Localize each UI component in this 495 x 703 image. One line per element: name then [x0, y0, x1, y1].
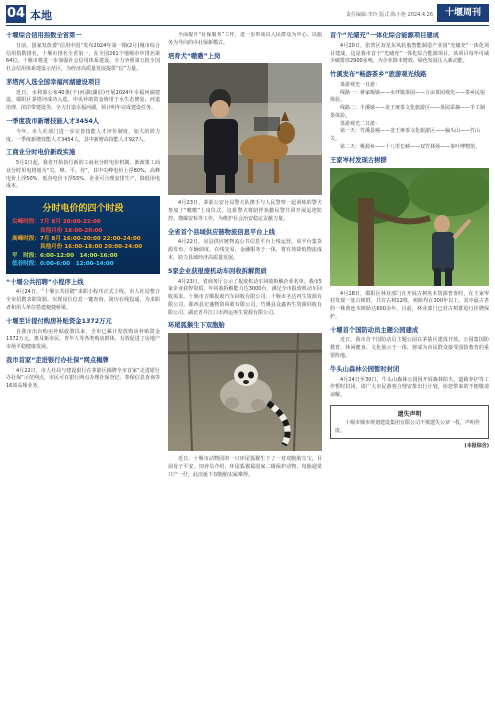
sharp-peak-row: 尖峰时段：7月 8月 20:00-22:00	[12, 219, 101, 226]
article-housing	[6, 318, 160, 352]
infographic-title: 分时电价的四个时段	[42, 204, 124, 215]
article-credit-index	[6, 32, 160, 74]
article-headline: 环尾狐猴生下双胞胎	[168, 322, 225, 330]
route-line: 线路一：蒋家堰镇——水坪镇茶园——万亩茶园观光——茶乡民宿体验。	[330, 89, 486, 104]
article-headline: 一季度我市新增技能人才3454人	[6, 117, 100, 125]
notice-title: 遗失声明	[397, 410, 422, 418]
article-body: 4月22日，市人社局与建设银行在茅箭区揭牌全市首家“走进银行办社保”示范网点，市民可在银行网点办理社保登记、参保信息查询等16项高频业务。	[6, 367, 160, 390]
column-middle	[168, 32, 322, 700]
article-body: 5月1日起，我省开始执行新的工商业分时电价机制。新政策工商业分时用电将划为“尖、峰、平、谷”，其中尖峰电价上浮80%，高峰电价上浮50%，低谷电价下浮55%。企业可合理安排生产，降低用电成本。	[6, 160, 160, 190]
notice-body: 十堰市城市规划建设集团有限公司不慎遗失公章一枚，声明作废。	[335, 419, 481, 434]
article-headline: 培育犬“嗷嗷”上岗	[168, 52, 221, 60]
article-body: 4月20日，张湾区双星东风轮胎智能制造产业园“光储充”一体化项目建成，这是我市首个“光储充”一体化综合能源项目。该项目每年可减少碳排放2900多吨，为企业降本增效、绿色发展注入新动能。	[330, 42, 489, 65]
article-headline: 竹溪发布“畅游茶乡”旅游观光线路	[330, 71, 427, 79]
editor-meta: 责任编辑:李玲 版式:陈小艳 2024.4.26	[346, 12, 433, 18]
article-body: 4月23日，省商务厅公示了报废机动车回收拆解企业名单，我市5家企业获得资质，年回收拆解能力达3000台，满足全市报废机动车回收需求。十堰市吉顺报废汽车回收有限公司、十堰市圣达再生资源有限公司、郧西县宏盛物资回收有限公司、竹溪县众鑫再生资源回收有限公司、湖北省丹江口市鸿运再生资源有限公司。	[168, 278, 322, 316]
peak-row: 高峰时段：7月 8月 16:00-20:00 22:00-24:00	[12, 235, 141, 242]
article-headline: “十堰公共招聘”小程序上线	[6, 278, 84, 286]
article-body: 4月24日，“十堰公共招聘”求职小程序正式上线。市人社局整合全市招聘求职资源，实现岗位信息一键查询、简历在线投递，为求职者和用人单位搭建便捷桥梁。	[6, 289, 160, 311]
article-river	[6, 79, 160, 113]
police-dog-illustration	[168, 63, 322, 195]
sharp-peak-row: 其他月份 18:00-20:00	[12, 227, 103, 234]
article-headline: 我市首家“走进银行办社保”网点揭牌	[6, 356, 109, 364]
source-credit: (本报综合)	[464, 443, 489, 450]
photo-caption: 近日，十堰市动物园的一只环尾狐猴生下了一对双胞胎宝宝，目前母子平安。饲养员介绍，环尾狐猴属国家二级保护动物，每胎通常只产一仔，此次诞下双胞胎实属难得。	[168, 456, 322, 478]
police-dog-photo	[168, 63, 322, 195]
lemur-photo	[168, 333, 322, 451]
time-of-use-infographic	[6, 196, 160, 273]
page-number: 04	[6, 6, 26, 21]
article-body: 4月24日至30日，牛头山森林公园因开展森林防火、道路养护等工作暂时封闭，请广大市民游客合理安排出行计划，给您带来的不便敬请谅解。	[330, 376, 489, 399]
article-body: 近日，我市首个国防动员主题公园在茅箭区建成开放。公园集国防教育、休闲健身、文化展示于一体，将成为市民群众接受国防教育的重要阵地。	[330, 337, 489, 359]
flat-row: 平 时段：6:00-12:00 14:00-16:00	[12, 252, 118, 259]
article-headline: 十堰综合信用指数全省第一	[6, 32, 82, 39]
article-headline: 十堰首个国防动员主题公园建成	[330, 326, 419, 334]
article-body: 日前，国家发改委“信用中国”发布2024年第一期(2月)城市综合信用指数排名，十堰市排名全省第一，在全国261个地级市中排名第64位。十堰市将进一步加强社会信用体系建设，全力争创第五批全国社会信用体系建设示范区，为经济高质量发展提供“信”力量。	[6, 42, 160, 73]
route-line: 第一天：竹溪县城——龙王垭茶文化旅游区——偏头山——竹山关。	[330, 128, 481, 143]
column-right	[330, 32, 489, 700]
route-line: 第二天：桃源乡——十八里长峡——双竹林场——茶叶博物馆。	[340, 143, 481, 150]
article-headline: 全省首个县域供应链物流信息平台上线	[168, 228, 276, 236]
article-headline: 茅塔河入选全国幸福河湖建设项目	[6, 78, 101, 86]
photo-caption: 4月23日，茅箭公安分局警犬队携手与人民警察一起训练的警犬参加了“嗷嗷”上岗仪式。这批警犬将陪伴执勤民警共同开展巡逻防控、搜爆安检等工作，为维护社会治安稳定贡献力量。	[168, 200, 322, 222]
route-intro: 茶游观光一日游：	[340, 81, 381, 88]
article-body: 今年，市人社部门进一步完善技能人才评价制度，加大培训力度。一季度新增技能人才3454人，其中新增高技能人才927人。	[6, 128, 160, 143]
lost-notice-box	[330, 405, 489, 440]
tree-illustration	[330, 168, 489, 286]
article-body: 近日，水利部公布40条(个)河湖(湖泊)开展2024年幸福河湖建设，郧阳区茅塔河成功入选。中央补助资金将用于水生态修复、河道治理、滨岸带建设等，全力打造幸福河湖，预计明年完成建设任务。	[6, 89, 160, 112]
photo-caption: 4月18日，郧阳区林业部门在开展古树名木资源普查时，在王家岑村发现一处古树群，共有古树12株，树龄均在300年以上，其中最古老的一株黄连木树龄达600余年。目前，林业部门已对古树群进行挂牌保护。	[330, 290, 489, 320]
article-skills	[6, 118, 160, 144]
page-header	[6, 4, 489, 26]
article-headline: 工商业分时电价新政实施	[6, 149, 76, 157]
column-left	[6, 32, 160, 700]
article-body: 自我市出台购房补贴政策以来，全市已累计发放购房补贴资金1372万元，惠及新市民、青年人等各类购房群体，有效促进了房地产市场平稳健康发展。	[6, 328, 160, 350]
article-headline: 十堰至计提付购房补贴资金1372万元	[6, 317, 112, 325]
article-continuation: 全面提升“社保服务”工作，进一步形成以人民群众为中心、以服务为导向的办社保新模式。	[168, 32, 322, 46]
section-title: 本地	[30, 9, 52, 22]
ancient-tree-photo	[330, 168, 489, 286]
article-headline: 5家企业获报废机动车回收拆解资质	[168, 267, 267, 275]
article-headline: 首个“光储充”一体化综合能源项目建成	[330, 32, 440, 39]
lemur-illustration	[168, 333, 322, 451]
article-body: 4月22日，房县供应链物流公共信息平台上线运营。该平台集货源发布、车辆调度、在线交易、金融服务于一体，将有效降低物流成本，助力县域经济高质量发展。	[168, 239, 322, 261]
article-electricity	[6, 149, 160, 191]
valley-row: 低谷时段：0:00-6:00 12:00-14:00	[12, 261, 114, 268]
article-recruit	[6, 279, 160, 313]
route-line: 茶游观光二日游：	[340, 120, 381, 127]
article-headline: 牛头山森林公园暂时封闭	[330, 365, 400, 373]
article-headline: 王家岑村发现古树群	[330, 156, 387, 164]
masthead-logo: 十堰周刊	[437, 4, 489, 22]
route-line: 线路二：丰溪镇——龙王垭茶文化旅游区——茶园采摘——手工制茶体验。	[330, 105, 486, 119]
article-social-security	[6, 357, 160, 391]
peak-row: 其他月份 16:00-18:00 20:00-24:00	[12, 244, 143, 251]
